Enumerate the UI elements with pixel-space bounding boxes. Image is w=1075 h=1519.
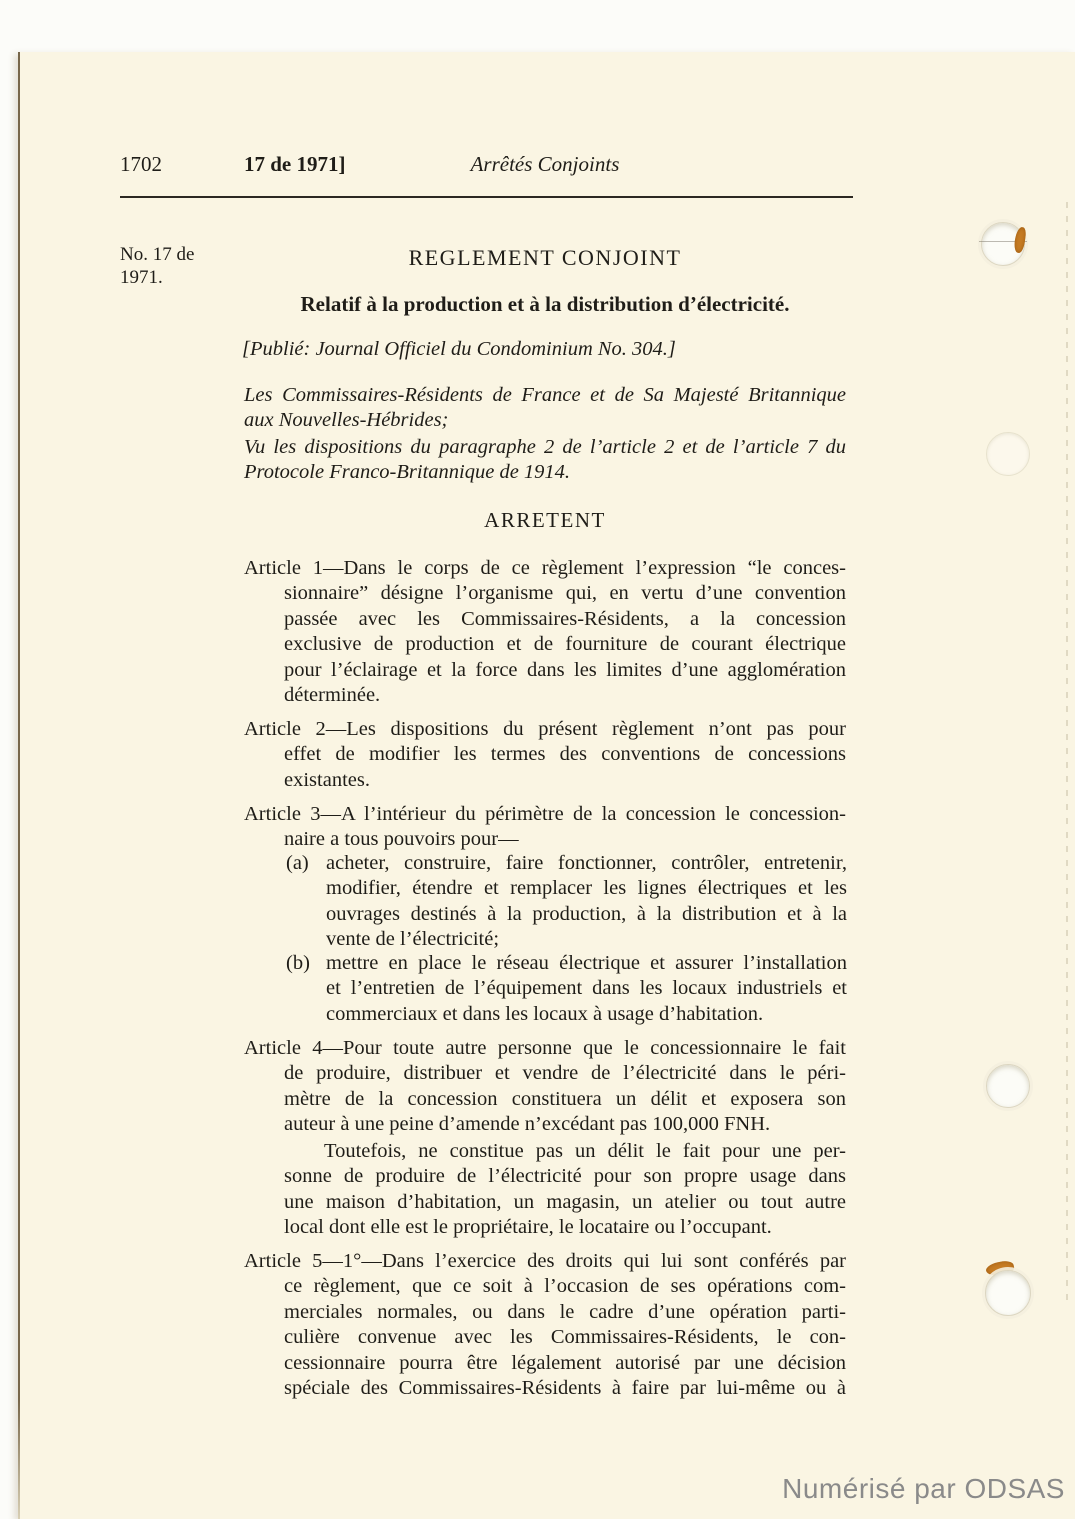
- item-b-marker: (b): [286, 952, 310, 974]
- text-line: Article 3—A l’intérieur du périmètre de la concession le concession-: [244, 803, 846, 825]
- punch-hole-3: [986, 1064, 1030, 1108]
- text-line: auteur à une peine d’amende n’excédant pas 100,000 FNH.: [284, 1113, 771, 1136]
- visa-clause: [244, 435, 846, 486]
- text-line: modifier, étendre et remplacer les lignes électriques et les: [326, 877, 847, 900]
- text-line: et l’entretien de l’équipement dans les locaux industriels et: [326, 977, 847, 1000]
- margin-note-line-1: No. 17 de: [120, 244, 195, 265]
- margin-note-line-2: 1971.: [120, 267, 163, 288]
- document-subject: Relatif à la production et à la distribution d’électricité.: [300, 292, 790, 316]
- text-line: effet de modifier les termes des conventions de concessions: [284, 743, 846, 766]
- header-issue-ref: 17 de 1971]: [244, 152, 346, 176]
- text-line: Toutefois, ne constitue pas un délit le fait pour une per-: [324, 1140, 846, 1162]
- item-a-marker: (a): [286, 852, 309, 874]
- article-5: [244, 1249, 846, 1401]
- text-line: Article 2—Les dispositions du présent règlement n’ont pas pour: [244, 718, 846, 740]
- text-line: cessionnaire pourra être légalement autorisé par une décision: [284, 1351, 846, 1374]
- header-running-title: Arrêtés Conjoints: [470, 152, 620, 176]
- text-line: Article 5—1°—Dans l’exercice des droits qui lui sont conférés par: [244, 1250, 846, 1272]
- article-3: [244, 802, 846, 853]
- header-divider-rule: [120, 196, 853, 198]
- text-line: naire a tous pouvoirs pour—: [284, 828, 519, 851]
- item-a-text: [326, 851, 847, 953]
- article-2: [244, 717, 846, 793]
- text-line: pour l’éclairage et la force dans les limites d’une agglomération: [284, 658, 846, 681]
- margin-note: [120, 243, 250, 289]
- publication-note: [Publié: Journal Officiel du Condominium No. 304.]: [242, 338, 676, 360]
- text-line: sionnaire” désigne l’organisme qui, en vertu d’une convention: [284, 582, 846, 605]
- article-4-continuation: [284, 1139, 846, 1241]
- text-line: spéciale des Commissaires-Résidents à faire par lui-même ou à: [284, 1377, 846, 1400]
- text-line: Les Commissaires-Résidents de France et de Sa Majesté Britannique: [244, 384, 846, 406]
- text-line: sonne de produire de l’électricité pour son propre usage dans: [284, 1165, 846, 1188]
- text-line: aux Nouvelles-Hébrides;: [244, 409, 449, 432]
- text-line: passée avec les Commissaires-Résidents, a la concession: [284, 607, 846, 630]
- punch-hole-4: [985, 1270, 1031, 1316]
- text-line: ouvrages destinés à la production, à la distribution et à la: [326, 902, 847, 925]
- text-line: local dont elle est le propriétaire, le locataire ou l’occupant.: [284, 1216, 772, 1239]
- article-4: [244, 1036, 846, 1138]
- text-line: Article 1—Dans le corps de ce règlement l’expression “le conces-: [244, 557, 846, 579]
- text-line: Protocole Franco-Britannique de 1914.: [244, 461, 571, 484]
- page-number: 1702: [120, 152, 162, 176]
- text-line: déterminée.: [284, 684, 381, 707]
- page-edge-marks: [1066, 202, 1068, 1302]
- article-1: [244, 556, 846, 708]
- enacting-word: ARRETENT: [484, 508, 606, 532]
- preamble-text: [244, 383, 846, 434]
- odsas-watermark: Numérisé par ODSAS: [782, 1473, 1065, 1504]
- punch-hole-2: [986, 432, 1030, 476]
- text-line: culière convenue avec les Commissaires-Résidents, le con-: [284, 1326, 846, 1349]
- item-b-text: [326, 951, 847, 1027]
- text-line: commerciaux et dans les locaux à usage d’habitation.: [326, 1002, 764, 1025]
- document-title: REGLEMENT CONJOINT: [408, 245, 682, 270]
- text-line: ce règlement, que ce soit à l’occasion de ses opérations com-: [284, 1275, 846, 1298]
- scanned-page: [18, 52, 1075, 1519]
- text-line: mettre en place le réseau électrique et assurer l’installation: [326, 952, 847, 974]
- text-line: acheter, construire, faire fonctionner, contrôler, entretenir,: [326, 852, 847, 874]
- text-line: exclusive de production et de fourniture de courant électrique: [284, 633, 846, 656]
- text-line: de produire, distribuer et vendre de l’électricité dans le péri-: [284, 1062, 846, 1085]
- text-line: Vu les dispositions du paragraphe 2 de l’article 2 et de l’article 7 du: [244, 436, 846, 458]
- text-line: merciales normales, ou dans le cadre d’une opération parti-: [284, 1300, 846, 1323]
- text-line: une maison d’habitation, un magasin, un atelier ou tout autre: [284, 1190, 846, 1213]
- text-line: Article 4—Pour toute autre personne que le concessionnaire le fait: [244, 1037, 846, 1059]
- text-line: mètre de la concession constituera un délit et exposera son: [284, 1087, 846, 1110]
- text-line: vente de l’électricité;: [326, 928, 500, 951]
- text-line: existantes.: [284, 768, 370, 791]
